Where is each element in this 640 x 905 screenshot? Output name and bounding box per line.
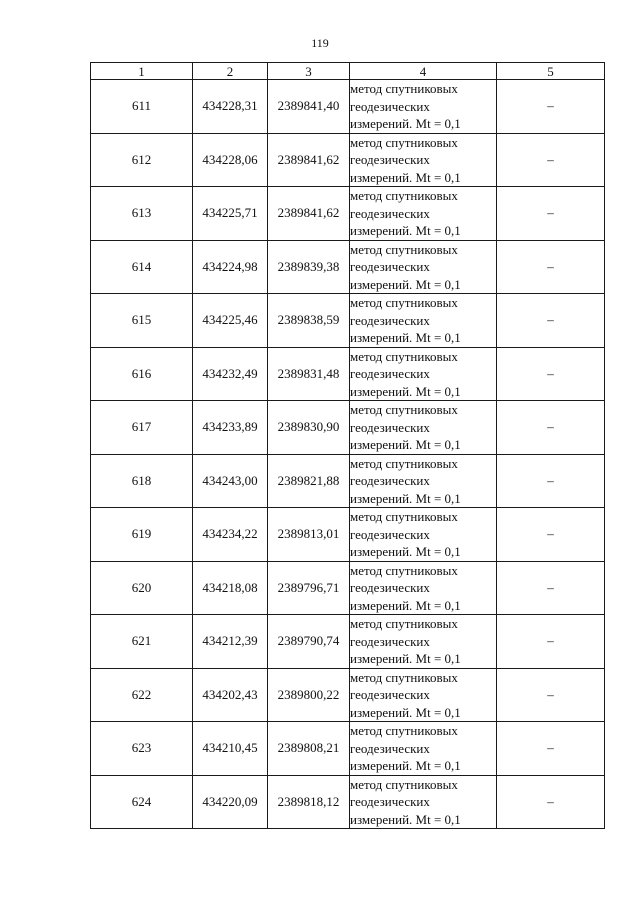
method-text-line3: измерений. Mt = 0,1 — [350, 330, 461, 345]
method-text-line2: геодезических — [350, 740, 430, 756]
method-text-line1: метод спутниковых — [350, 134, 458, 150]
table-row — [91, 240, 605, 294]
page-number: 119 — [311, 36, 329, 50]
table-row — [91, 347, 605, 401]
point-number-cell: 622 — [91, 668, 193, 722]
method-cell — [350, 187, 497, 241]
coordinate-y-cell: 2389821,88 — [268, 454, 350, 508]
method-text-line3: измерений. Mt = 0,1 — [350, 490, 461, 506]
coordinate-x-cell: 434212,39 — [193, 615, 268, 669]
coordinate-x-cell: 434218,08 — [193, 561, 268, 615]
coordinate-x-cell: 434234,22 — [193, 508, 268, 562]
coordinate-y-cell: 2389831,48 — [268, 347, 350, 401]
method-text-line1: метод спутниковых — [350, 562, 458, 578]
method-text-line1: метод спутниковых — [350, 616, 458, 631]
point-number-cell: 619 — [91, 508, 193, 562]
coordinate-x-cell: 434228,31 — [193, 80, 268, 134]
method-text-line1: метод спутниковых — [350, 295, 458, 310]
coordinate-y-cell: 2389841,62 — [268, 187, 350, 241]
table-row — [91, 508, 605, 562]
note-cell: – — [497, 561, 605, 615]
method-text-line3: измерений. Mt = 0,1 — [350, 544, 461, 559]
point-number-cell: 618 — [91, 454, 193, 508]
method-text-line1: метод спутниковых — [350, 241, 458, 257]
note-cell: – — [497, 347, 605, 401]
method-text-line1: метод спутниковых — [350, 669, 458, 685]
method-text-line2: геодезических — [350, 312, 430, 328]
method-text-line3: измерений. Mt = 0,1 — [350, 223, 461, 238]
method-text-line1: метод спутниковых — [350, 455, 458, 471]
method-text-line1: метод спутниковых — [350, 348, 458, 364]
method-text-line3: измерений. Mt = 0,1 — [350, 276, 461, 292]
method-cell — [350, 294, 497, 348]
coordinate-y-cell: 2389790,74 — [268, 615, 350, 669]
table-row — [91, 187, 605, 241]
coordinate-x-cell: 434232,49 — [193, 347, 268, 401]
method-cell — [350, 722, 497, 776]
point-number-cell: 614 — [91, 240, 193, 294]
header-col-1: 1 — [91, 63, 193, 80]
method-cell — [350, 401, 497, 455]
table-row — [91, 561, 605, 615]
method-text-line1: метод спутниковых — [350, 402, 458, 417]
header-col-3: 3 — [268, 63, 350, 80]
method-text-line1: метод спутниковых — [350, 776, 458, 792]
coordinate-y-cell: 2389841,40 — [268, 80, 350, 134]
note-cell: – — [497, 133, 605, 187]
coordinate-y-cell: 2389813,01 — [268, 508, 350, 562]
coordinate-y-cell: 2389818,12 — [268, 775, 350, 829]
coordinate-y-cell: 2389830,90 — [268, 401, 350, 455]
coordinate-y-cell: 2389841,62 — [268, 133, 350, 187]
method-text-line3: измерений. Mt = 0,1 — [350, 437, 461, 452]
method-text-line2: геодезических — [350, 687, 430, 702]
coordinate-x-cell: 434225,71 — [193, 187, 268, 241]
table-row — [91, 668, 605, 722]
method-cell — [350, 775, 497, 829]
table-row — [91, 294, 605, 348]
point-number-cell: 617 — [91, 401, 193, 455]
note-cell: – — [497, 508, 605, 562]
point-number-cell: 612 — [91, 133, 193, 187]
coordinate-x-cell: 434210,45 — [193, 722, 268, 776]
point-number-cell: 620 — [91, 561, 193, 615]
method-text-line2: геодезических — [350, 366, 430, 381]
method-cell — [350, 561, 497, 615]
method-cell — [350, 80, 497, 134]
coordinate-x-cell: 434202,43 — [193, 668, 268, 722]
method-text-line1: метод спутниковых — [350, 723, 458, 738]
method-text-line3: измерений. Mt = 0,1 — [350, 169, 461, 185]
method-text-line2: геодезических — [350, 419, 430, 435]
note-cell: – — [497, 294, 605, 348]
method-text-line3: измерений. Mt = 0,1 — [350, 383, 461, 399]
header-col-2: 2 — [193, 63, 268, 80]
method-cell — [350, 347, 497, 401]
method-cell — [350, 615, 497, 669]
method-cell — [350, 508, 497, 562]
method-text-line3: измерений. Mt = 0,1 — [350, 704, 461, 720]
coordinates-table — [90, 62, 605, 829]
table-row — [91, 401, 605, 455]
table-row — [91, 80, 605, 134]
method-text-line1: метод спутниковых — [350, 509, 458, 524]
method-text-line2: геодезических — [350, 473, 430, 488]
note-cell: – — [497, 187, 605, 241]
coordinate-y-cell: 2389796,71 — [268, 561, 350, 615]
method-cell — [350, 133, 497, 187]
table-row — [91, 133, 605, 187]
method-text-line2: геодезических — [350, 794, 430, 809]
coordinate-x-cell: 434225,46 — [193, 294, 268, 348]
coordinate-x-cell: 434233,89 — [193, 401, 268, 455]
point-number-cell: 624 — [91, 775, 193, 829]
point-number-cell: 621 — [91, 615, 193, 669]
coordinate-x-cell: 434243,00 — [193, 454, 268, 508]
header-col-5: 5 — [497, 63, 605, 80]
coordinate-y-cell: 2389800,22 — [268, 668, 350, 722]
method-cell — [350, 668, 497, 722]
method-text-line2: геодезических — [350, 633, 430, 649]
table-body — [91, 80, 605, 829]
table-header — [91, 63, 605, 80]
note-cell: – — [497, 80, 605, 134]
note-cell: – — [497, 401, 605, 455]
point-number-cell: 611 — [91, 80, 193, 134]
table-row — [91, 775, 605, 829]
point-number-cell: 616 — [91, 347, 193, 401]
header-row — [91, 63, 605, 80]
method-text-line3: измерений. Mt = 0,1 — [350, 811, 461, 827]
note-cell: – — [497, 668, 605, 722]
method-text-line2: геодезических — [350, 580, 430, 595]
method-text-line3: измерений. Mt = 0,1 — [350, 597, 461, 613]
method-text-line2: геодезических — [350, 259, 430, 274]
method-text-line1: метод спутниковых — [350, 188, 458, 203]
coordinate-y-cell: 2389808,21 — [268, 722, 350, 776]
note-cell: – — [497, 775, 605, 829]
method-text-line2: геодезических — [350, 526, 430, 542]
method-text-line3: измерений. Mt = 0,1 — [350, 116, 461, 131]
note-cell: – — [497, 615, 605, 669]
method-text-line3: измерений. Mt = 0,1 — [350, 758, 461, 773]
note-cell: – — [497, 454, 605, 508]
method-cell — [350, 454, 497, 508]
method-text-line2: геодезических — [350, 98, 430, 114]
method-text-line2: геодезических — [350, 152, 430, 167]
method-text-line3: измерений. Mt = 0,1 — [350, 651, 461, 666]
coordinate-x-cell: 434224,98 — [193, 240, 268, 294]
note-cell: – — [497, 722, 605, 776]
table-row — [91, 615, 605, 669]
point-number-cell: 615 — [91, 294, 193, 348]
method-text-line1: метод спутниковых — [350, 81, 458, 96]
method-cell — [350, 240, 497, 294]
table-row — [91, 722, 605, 776]
coordinate-y-cell: 2389838,59 — [268, 294, 350, 348]
point-number-cell: 613 — [91, 187, 193, 241]
method-text-line2: геодезических — [350, 205, 430, 221]
note-cell: – — [497, 240, 605, 294]
coordinate-x-cell: 434220,09 — [193, 775, 268, 829]
coordinate-x-cell: 434228,06 — [193, 133, 268, 187]
point-number-cell: 623 — [91, 722, 193, 776]
table-row — [91, 454, 605, 508]
header-col-4: 4 — [350, 63, 497, 80]
coordinate-y-cell: 2389839,38 — [268, 240, 350, 294]
